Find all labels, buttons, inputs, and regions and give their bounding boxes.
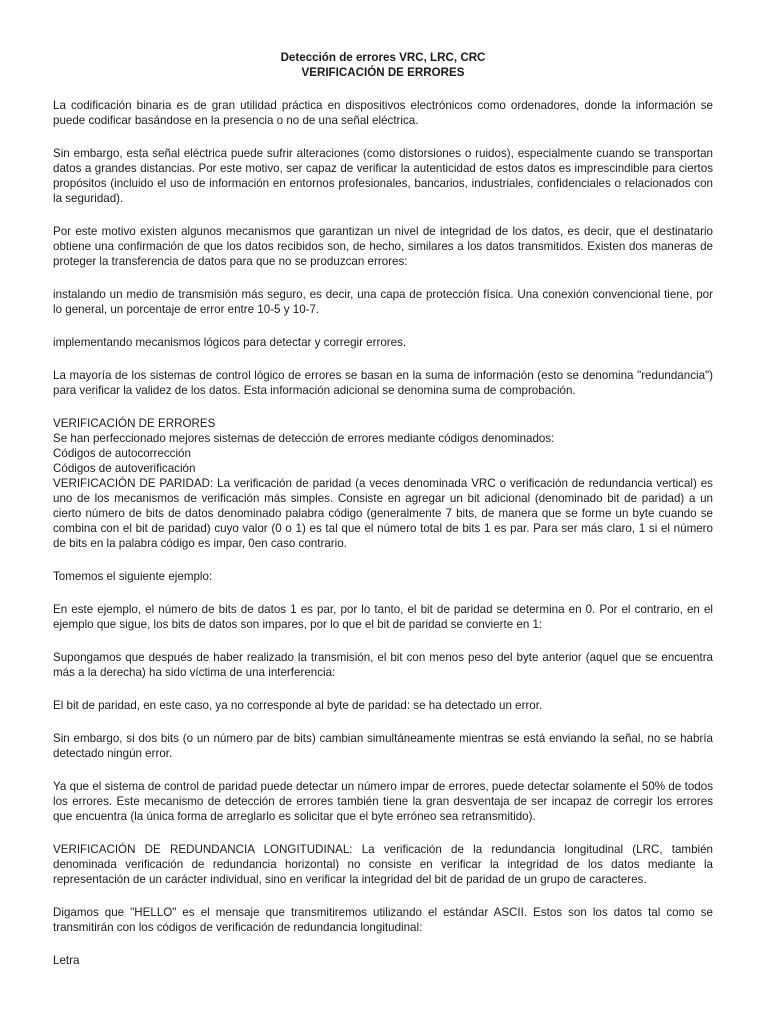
paragraph-integrity-mechanisms: Por este motivo existen algunos mecanismos que garantizan un nivel de integridad de los datos, es decir, que el destinatario obtiene una confirmación de que los datos recibidos son, de hecho, similares a los datos transmitidos. Existen dos maneras de proteger la transferencia de datos para que no se produzcan errores:	[53, 225, 713, 268]
document-title: Detección de errores VRC, LRC, CRC	[280, 51, 486, 64]
section-heading: VERIFICACIÓN DE ERRORES	[53, 417, 216, 430]
paragraph-lrc	[53, 842, 713, 887]
paragraph-interference: Supongamos que después de haber realizado la transmisión, el bit con menos peso del byte anterior (aquel que se encuentra más a la derecha) ha sido víctima de una interferencia:	[53, 651, 713, 679]
table-header-letra: Letra	[53, 954, 80, 967]
paragraph-parity-limitations: Ya que el sistema de control de paridad puede detectar un número impar de errores, puede detectar solamente el 50% de todos los errores. Este mecanismo de detección de errores también tiene la gran desventaja de ser incapaz de corregir los errores que encuentra (la única forma de arreglarlo es solicitar que el byte erróneo sea retransmitido).	[53, 780, 713, 823]
lrc-text: La verificación de la redundancia longitudinal (LRC, también denominada verificación de redundancia horizontal) no consiste en verificar la integridad de los datos mediante la representación de un carácter individual, sino en verificar la integridad del bit de paridad de un grupo de caracteres.	[53, 843, 714, 886]
list-item-autoverification: Códigos de autoverificación	[53, 462, 196, 475]
document-subtitle: VERIFICACIÓN DE ERRORES	[301, 66, 465, 79]
paragraph-two-bits: Sin embargo, si dos bits (o un número par de bits) cambian simultáneamente mientras se está enviando la señal, no se habría detectado ningún error.	[53, 732, 713, 760]
title-block	[53, 50, 713, 80]
paragraph-hello-example: Digamos que "HELLO" es el mensaje que transmitiremos utilizando el estándar ASCII. Estos son los datos tal como se transmitirán con los códigos de verificación de redundancia longitudinal:	[53, 906, 713, 934]
paragraph-signal-alterations: Sin embargo, esta señal eléctrica puede sufrir alteraciones (como distorsiones o ruidos), especialmente cuando se transportan datos a grandes distancias. Por este motivo, ser capaz de verificar la autenticidad de estos datos es imprescindible para ciertos propósitos (incluido el uso de información en entornos profesionales, bancarios, industriales, confidenciales o relacionados con la seguridad).	[53, 147, 713, 205]
list-item-autocorrection: Códigos de autocorrección	[53, 447, 191, 460]
paragraph-secure-medium: instalando un medio de transmisión más seguro, es decir, una capa de protección física. Una conexión convencional tiene, por lo general, un porcentaje de error entre 10-5 y 10-7.	[53, 288, 713, 316]
paragraph-error-detected: El bit de paridad, en este caso, ya no corresponde al byte de paridad: se ha detectado un error.	[53, 699, 543, 712]
paragraph-binary-coding: La codificación binaria es de gran utilidad práctica en dispositivos electrónicos como ordenadores, donde la información se puede codificar basándose en la presencia o no de una señal eléctrica.	[53, 99, 713, 127]
paragraph-example-intro: Tomemos el siguiente ejemplo:	[53, 570, 213, 583]
paragraph-logical-mechanisms: implementando mecanismos lógicos para detectar y corregir errores.	[53, 336, 407, 349]
paragraph-parity-check	[53, 476, 713, 551]
parity-check-label: VERIFICACIÓN DE PARIDAD:	[53, 477, 214, 490]
parity-check-text: La verificación de paridad (a veces denominada VRC o verificación de redundancia vertical) es uno de los mecanismos de verificación más simples. Consiste en agregar un bit adicional (denominado bit de paridad) a un cierto número de bits de datos denominado palabra código (generalmente 7 bits, de manera que se forme un byte cuando se combina con el bit de paridad) cuyo valor (0 o 1) es tal que el número total de bits 1 es par. Para ser más claro, 1 si el número de bits en la palabra código es impar, 0en caso contrario.	[53, 477, 713, 550]
paragraph-detection-codes: Se han perfeccionado mejores sistemas de detección de errores mediante códigos denominados:	[53, 432, 555, 445]
document-page	[53, 50, 713, 986]
lrc-label: VERIFICACIÓN DE REDUNDANCIA LONGITUDINAL:	[53, 843, 353, 856]
paragraph-even-odd-example: En este ejemplo, el número de bits de datos 1 es par, por lo tanto, el bit de paridad se determina en 0. Por el contrario, en el ejemplo que sigue, los bits de datos son impares, por lo que el bit de paridad se convierte en 1:	[53, 603, 713, 631]
paragraph-redundancy: La mayoría de los sistemas de control lógico de errores se basan en la suma de información (esto se denomina "redundancia") para verificar la validez de los datos. Esta información adicional se denomina suma de comprobación.	[53, 369, 713, 397]
